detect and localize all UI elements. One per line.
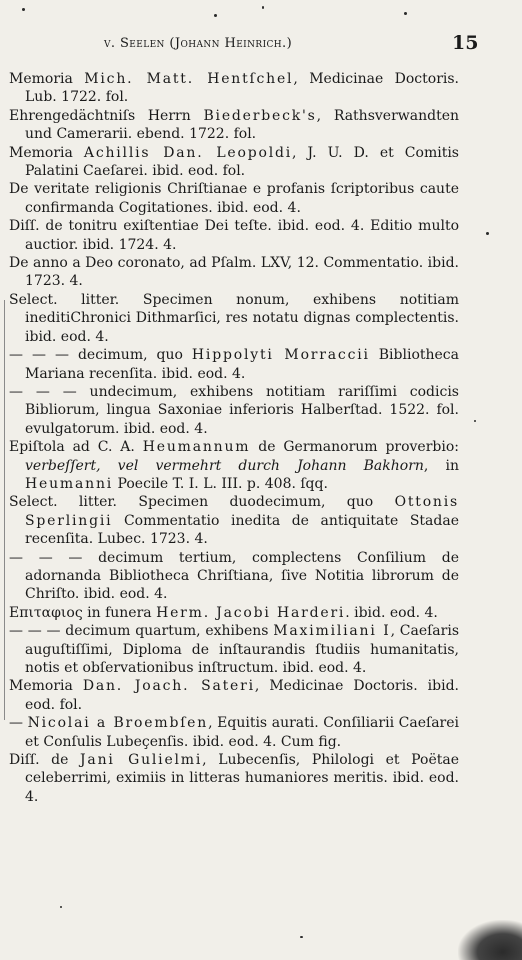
bibliography-entry <box>9 438 459 493</box>
entry-text: , Caeſaris auguſtiſſimi, Diploma de inſtaurandis ſtudiis humanitatis, notis et obſervationibus inſtructum. ibid. eod. 4. <box>25 623 460 676</box>
entry-text: — — — undecimum, exhibens notitiam rariſſimi codicis Bibliorum, lingua Saxoniae inferioris Halberſtad. 1522. fol. evulgatorum. ibid. eod. 4. <box>9 383 459 437</box>
entry-text: Select. litter. Specimen nonum, exhibens notitiam ineditiChronici Dithmarſici, res notatu dignas complectentis. ibid. eod. 4. <box>9 291 459 345</box>
bibliography-entry <box>9 604 459 622</box>
bibliography-entry <box>9 383 459 438</box>
entry-text: Diſſ. de <box>9 752 81 769</box>
spaced-name: Herm. Jacobi Harderi <box>156 604 346 621</box>
bibliography-entry <box>9 217 459 254</box>
spaced-name: Ottonis Sperlingii <box>25 494 459 529</box>
entry-text: , J. U. D. et Comitis Palatini Caeſarei. ibid. eod. fol. <box>25 144 459 180</box>
ink-speck <box>300 936 303 938</box>
spaced-name: Jani Gulielmi <box>80 752 203 769</box>
bibliography-entry <box>9 622 459 677</box>
entry-text: Epiſtola ad C. A. <box>9 439 143 456</box>
bibliography-list <box>9 70 459 806</box>
entry-text: , Medicinae Doctoris. ibid. eod. fol. <box>25 678 459 713</box>
bibliography-entry <box>9 677 459 714</box>
bibliography-entry <box>9 714 459 751</box>
bibliography-entry <box>9 493 459 548</box>
bibliography-entry <box>9 144 459 181</box>
running-head: v. Seelen (Johann Heinrich.) <box>104 36 293 51</box>
bibliography-entry <box>9 291 459 346</box>
bibliography-entry <box>9 180 459 217</box>
entry-text: Poecile T. I. L. III. p. 408. ſqq. <box>113 475 328 492</box>
entry-text: Memoria <box>9 71 85 87</box>
entry-text: Bibliotheca Mariana recenſita. ibid. eod. 4. <box>25 347 459 382</box>
spaced-name: Nicolai a Broembſen <box>27 715 209 732</box>
entry-text: de Germanorum proverbio: <box>250 439 459 456</box>
ink-speck <box>22 8 25 11</box>
bibliography-entry <box>9 751 459 806</box>
entry-text: Diſſ. de tonitru exiſtentiae Dei teſte. ibid. eod. 4. Editio multo auctior. ibid. 1724. 4. <box>9 218 459 253</box>
entry-text: — <box>9 715 28 732</box>
entry-text: Commentatio inedita de antiquitate Stadae recenſita. Lubec. 1723. 4. <box>25 512 459 548</box>
entry-text: , in <box>423 457 459 474</box>
ink-speck <box>214 14 217 17</box>
entry-text: De veritate religionis Chriſtianae e profanis ſcriptoribus caute confirmanda Cogitationes. ibid. eod. 4. <box>9 181 459 216</box>
entry-text: Select. litter. Specimen duodecimum, quo <box>9 494 395 511</box>
margin-rule <box>4 300 5 720</box>
entry-text: , Medicinae Doctoris. Lub. 1722. fol. <box>25 71 459 106</box>
entry-text: Ehrengedächtniſs Herrn <box>9 107 204 124</box>
bibliography-entry <box>9 70 459 107</box>
entry-text: — — — decimum quartum, exhibens <box>9 623 274 640</box>
spaced-name: Maximiliani I <box>273 623 391 640</box>
spaced-name: Mich. Matt. Hentſchel <box>84 71 294 87</box>
entry-text: — — — decimum tertium, complectens Conſilium de adornanda Bibliotheca Chriſtiana, ſive Notitia librorum de Chriſto. ibid. eod. 4. <box>9 549 459 603</box>
entry-text: . ibid. eod. 4. <box>345 604 438 621</box>
spaced-name: Dan. Joach. Sateri <box>82 678 255 695</box>
page-header <box>0 32 522 58</box>
entry-text: Memoria <box>9 678 83 695</box>
italic-text: verbeſſert, vel vermehrt durch Johann Bakhorn <box>25 457 424 474</box>
page-number: 15 <box>452 32 479 54</box>
entry-text: , Rathsverwandten und Camerarii. ebend. 1722. fol. <box>25 107 459 143</box>
spaced-name: Hippolyti Morraccii <box>191 347 370 364</box>
bibliography-entry <box>9 549 459 604</box>
ink-speck <box>262 6 264 9</box>
entry-text: , Equitis aurati. Conſiliarii Caeſarei et Conſulis Lubeçenſis. ibid. eod. 4. Cum fig. <box>25 715 459 750</box>
bibliography-entry <box>9 254 459 291</box>
page-smudge <box>458 920 522 960</box>
entry-text: , Lubecenſis, Philologi et Poëtae celeberrimi, eximiis in litteras humaniores meritis. ibid. eod. 4. <box>25 752 459 805</box>
bibliography-entry <box>9 107 459 144</box>
spaced-name: Biederbeck's <box>203 107 317 124</box>
ink-speck <box>404 12 407 15</box>
spaced-name: Heumanni <box>25 475 114 492</box>
spaced-name: Heumannum <box>142 439 251 456</box>
entry-text: — — — decimum, quo <box>9 347 192 364</box>
entry-text: Επιταφιος in funera <box>9 604 157 621</box>
spaced-name: Achillis Dan. Leopoldi <box>83 144 293 161</box>
entry-text: Memoria <box>9 144 84 161</box>
ink-speck <box>474 420 476 422</box>
ink-speck <box>486 232 489 235</box>
bibliography-entry <box>9 346 459 383</box>
entry-text: De anno a Deo coronato, ad Pſalm. LXV, 12. Commentatio. ibid. 1723. 4. <box>9 255 459 290</box>
ink-speck <box>60 906 62 908</box>
